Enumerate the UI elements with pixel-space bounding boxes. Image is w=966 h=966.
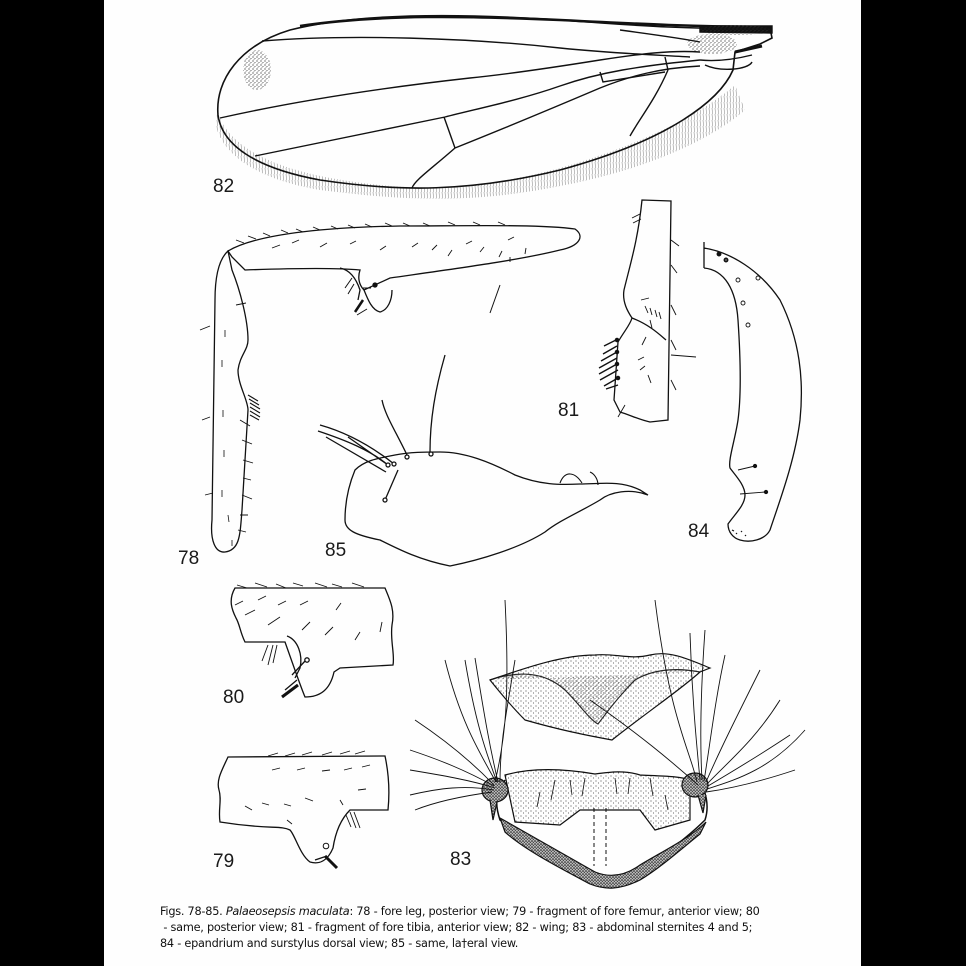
figure-78-fore-leg: [200, 222, 580, 552]
figure-label-80: 80: [223, 687, 245, 708]
figure-79-fore-femur-anterior: [218, 751, 389, 868]
figure-84-epandrium-dorsal: [704, 242, 801, 541]
caption-prefix: Figs. 78-85.: [160, 905, 226, 918]
figure-81-fore-tibia-fragment: [599, 200, 696, 422]
figure-label-81: 81: [558, 400, 580, 421]
caption-line-3: 84 - epandrium and surstylus dorsal view; 85 - same, la†eral view.: [160, 937, 519, 950]
figure-82-wing: [215, 16, 772, 199]
figure-label-82: 82: [213, 176, 235, 197]
figure-label-84: 84: [688, 521, 710, 542]
figure-label-83: 83: [450, 849, 472, 870]
caption-line-1-rest: : 78 - fore leg, posterior view; 79 - fragment of fore femur, anterior view; 80: [349, 905, 760, 918]
figure-83-abdominal-sternites: [410, 600, 805, 888]
caption-species-name: Palaeosepsis maculata: [225, 905, 350, 918]
figure-label-78: 78: [178, 548, 200, 569]
figure-label-85: 85: [325, 540, 347, 561]
figure-caption: [160, 904, 820, 952]
caption-line-1: [160, 904, 820, 920]
figure-80-fore-femur-posterior: [231, 583, 393, 697]
caption-line-2: - same, posterior view; 81 - fragment of fore tibia, anterior view; 82 - wing; 83 - abdominal sternites 4 and 5;: [160, 921, 753, 934]
figure-85-epandrium-lateral: [318, 355, 648, 566]
figure-label-79: 79: [213, 851, 235, 872]
